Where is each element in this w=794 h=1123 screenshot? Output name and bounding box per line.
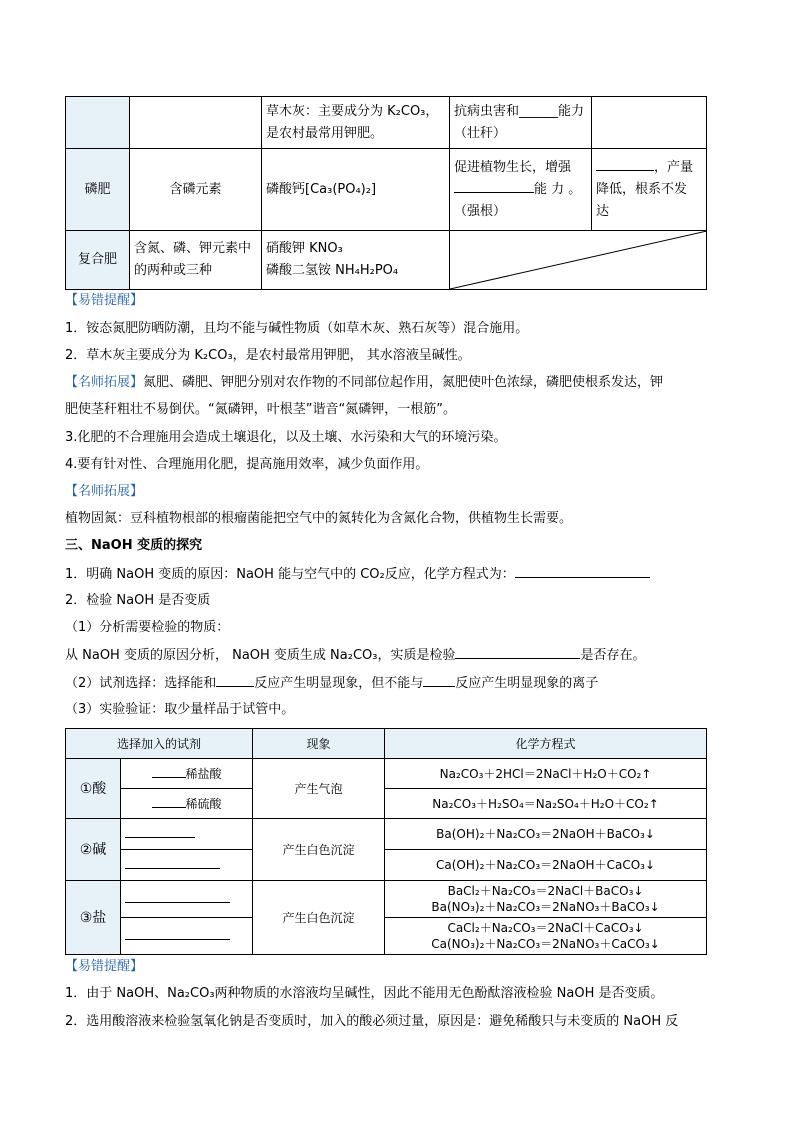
table-row	[66, 789, 707, 819]
equation-line: Ba(NO₃)₂＋Na₂CO₃＝2NaNO₃＋BaCO₃↓	[431, 900, 660, 914]
equation-line: CaCl₂＋Na₂CO₃＝2NaCl＋CaCO₃↓	[447, 921, 644, 935]
table-row	[66, 231, 707, 290]
equation-line: BaCl₂＋Na₂CO₃＝2NaCl＋BaCO₃↓	[447, 884, 644, 898]
section-heading: 三、NaOH 变质的探究	[65, 538, 203, 553]
potash-lack-cell	[592, 97, 707, 149]
effect-line: 促进植物生长，增强	[454, 159, 572, 175]
col-header: 现象	[253, 729, 385, 759]
col-header: 选择加入的试剂	[66, 729, 253, 759]
note-line: 3.化肥的不合理施用会造成土壤退化，以及土壤、水污染和大气的环境污染。	[65, 430, 507, 445]
acid-label: ①酸	[66, 759, 121, 819]
tip-line: 1．铵态氮肥防晒防潮，且均不能与碱性物质（如草木灰、熟石灰等）混合施用。	[65, 321, 529, 336]
question-line: 2．检验 NaOH 是否变质	[65, 593, 211, 608]
salt-reagent-blank	[121, 881, 253, 918]
table-header-row	[66, 729, 707, 759]
ext-title: 【名师拓展】	[65, 484, 144, 499]
diagonal-cell	[450, 231, 707, 290]
base-phenomenon: 产生白色沉淀	[253, 819, 385, 881]
lack-line: ，产量	[596, 157, 702, 179]
phosphate-desc: 含磷元素	[130, 149, 262, 231]
equation-line: Ca(NO₃)₂＋Na₂CO₃＝2NaNO₃＋CaCO₃↓	[431, 937, 660, 951]
compound-desc: 含氮、磷、钾元素中的两种或三种	[130, 231, 262, 290]
reagent-table	[65, 728, 707, 955]
ext-line: 植物固氮：豆科植物根部的根瘤菌能把空气中的氮转化为含氮化合物，供植物生长需要。	[65, 511, 573, 526]
question-line: 从 NaOH 变质的原因分析， NaOH 变质生成 Na₂CO₃，实质是检验 是否存在。	[65, 648, 646, 663]
table-row	[66, 97, 707, 149]
diagonal-line	[450, 231, 707, 289]
table-row	[66, 819, 707, 850]
acid-phenomenon: 产生气泡	[253, 759, 385, 819]
tip-line: 2．选用酸溶液来检验氢氧化钠是否变质时，加入的酸必须过量，原因是：避免稀酸只与未变质的 NaOH 反	[65, 1014, 679, 1029]
lack-line: 降低，根系不发	[596, 181, 688, 197]
tip-line: 2．草木灰主要成分为 K₂CO₃，是农村最常用钾肥， 其水溶液呈碱性。	[65, 348, 471, 363]
row-empty-label	[66, 97, 130, 149]
compound-example	[262, 231, 450, 290]
base-reagent-blank	[121, 819, 253, 850]
acid-equation: Na₂CO₃＋H₂SO₄＝Na₂SO₄＋H₂O＋CO₂↑	[385, 789, 707, 819]
acid-reagent: 稀硫酸	[121, 789, 253, 819]
question-line: （2）试剂选择：选择能和 反应产生明显现象，但不能与 反应产生明显现象的离子	[65, 676, 599, 691]
ext-line: 肥使茎秆粗壮不易倒伏。“氮磷钾，叶根茎”谐音“氮磷钾，一根筋”。	[65, 402, 456, 417]
base-equation: Ca(OH)₂＋Na₂CO₃＝2NaOH＋CaCO₃↓	[385, 850, 707, 881]
salt-reagent-blank	[121, 918, 253, 955]
salt-phenomenon: 产生白色沉淀	[253, 881, 385, 955]
salt-equation	[385, 881, 707, 918]
potash-source-cell: 草木灰：主要成分为 K₂CO₃，是农村最常用钾肥。	[262, 97, 450, 149]
col-header: 化学方程式	[385, 729, 707, 759]
effect-line: （强根）	[454, 203, 507, 219]
row-empty-desc	[130, 97, 262, 149]
effect-line: 能 力 。	[454, 179, 587, 201]
salt-equation	[385, 918, 707, 955]
potash-effect-cell: 抗病虫害和______能力（壮秆）	[450, 97, 592, 149]
tip-title: 【易错提醒】	[65, 293, 144, 308]
table-row	[66, 759, 707, 789]
acid-equation: Na₂CO₃＋2HCl＝2NaCl＋H₂O＋CO₂↑	[385, 759, 707, 789]
example-line: 硝酸钾 KNO₃	[266, 241, 343, 256]
base-reagent-blank	[121, 850, 253, 881]
compound-type: 复合肥	[66, 231, 130, 290]
phosphate-lack	[592, 149, 707, 231]
base-label: ②碱	[66, 819, 121, 881]
table-row	[66, 149, 707, 231]
question-line: 1．明确 NaOH 变质的原因：NaOH 能与空气中的 CO₂反应，化学方程式为：	[65, 565, 730, 584]
lack-line: 达	[596, 203, 610, 219]
ext-title: 【名师拓展】	[65, 375, 144, 390]
note-line: 4.要有针对性、合理施用化肥，提高施用效率，减少负面作用。	[65, 457, 429, 472]
tip-line: 1．由于 NaOH、Na₂CO₃两种物质的水溶液均呈碱性，因此不能用无色酚酞溶液检验 NaOH 是否变质。	[65, 986, 664, 1001]
phosphate-example: 磷酸钙[Ca₃(PO₄)₂]	[262, 149, 450, 231]
salt-label: ③盐	[66, 881, 121, 955]
acid-reagent: 稀盐酸	[121, 759, 253, 789]
question-line: （1）分析需要检验的物质：	[65, 620, 230, 635]
question-line: （3）实验验证：取少量样品于试管中。	[65, 702, 295, 717]
table-row	[66, 850, 707, 881]
table-row	[66, 881, 707, 918]
example-line: 磷酸二氢铵 NH₄H₂PO₄	[266, 263, 399, 278]
phosphate-effect	[450, 149, 592, 231]
base-equation: Ba(OH)₂＋Na₂CO₃＝2NaOH＋BaCO₃↓	[385, 819, 707, 850]
tip-title: 【易错提醒】	[65, 959, 144, 974]
fertilizer-table	[65, 96, 707, 290]
phosphate-type: 磷肥	[66, 149, 130, 231]
ext-line: 【名师拓展】氮肥、磷肥、钾肥分别对农作物的不同部位起作用，氮肥使叶色浓绿，磷肥使根系发达，钾	[65, 375, 664, 390]
table-row	[66, 918, 707, 955]
